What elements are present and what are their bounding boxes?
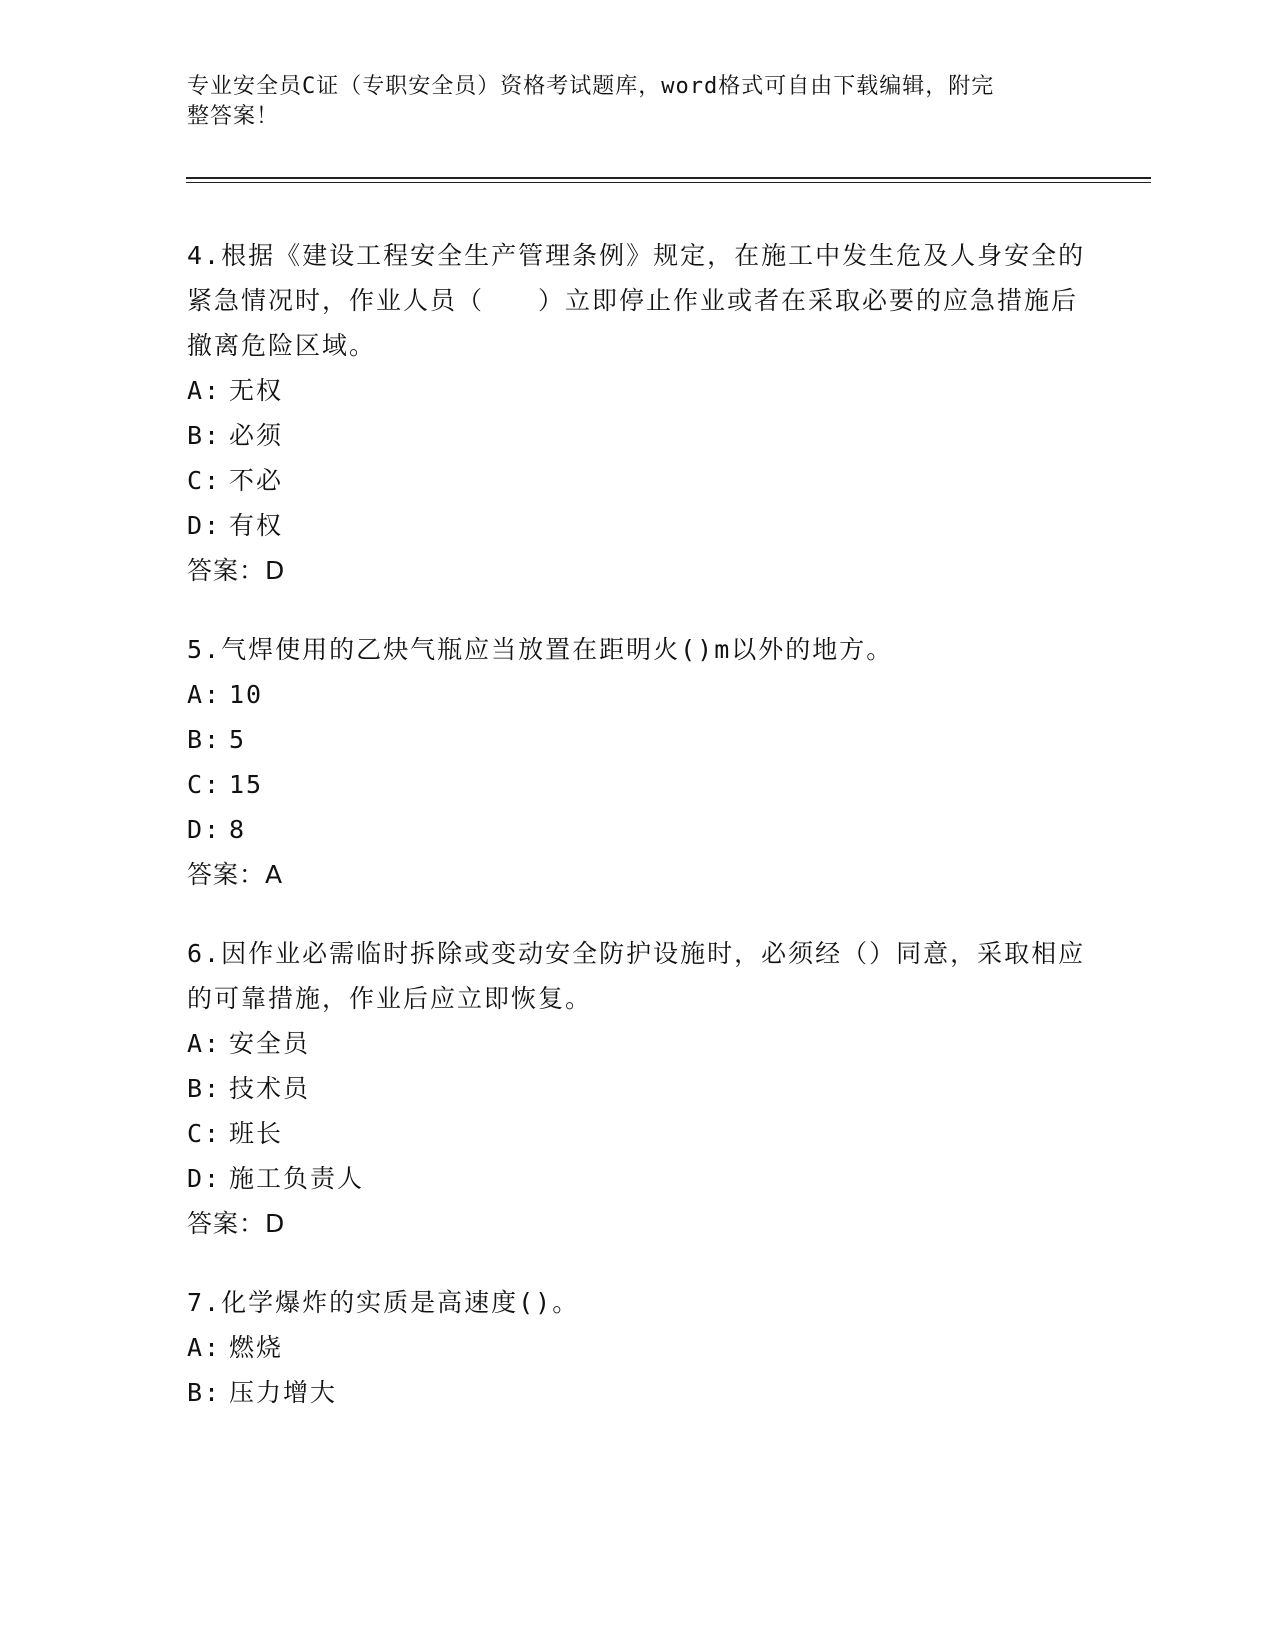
option-text: 燃烧 [229, 1333, 284, 1362]
option-letter: C: [187, 770, 222, 799]
question-text: 因作业必需临时拆除或变动安全防护设施时，必须经（）同意，采取相应的可靠措施，作业后应立即恢复。 [187, 939, 1086, 1013]
option-letter: A: [187, 1029, 222, 1058]
option-text: 10 [229, 680, 264, 709]
option-letter: B: [187, 1378, 222, 1407]
option-letter: D: [187, 511, 222, 540]
option-letter: B: [187, 1074, 222, 1103]
question-text: 气焊使用的乙炔气瓶应当放置在距明火()m以外的地方。 [221, 635, 894, 664]
option-c [187, 762, 1087, 807]
option-letter: D: [187, 1164, 222, 1193]
question-text: 根据《建设工程安全生产管理条例》规定，在施工中发生危及人身安全的紧急情况时，作业人员（ ）立即停止作业或者在采取必要的应急措施后撤离危险区域。 [187, 241, 1086, 360]
option-text: 压力增大 [229, 1378, 338, 1407]
option-text: 技术员 [229, 1074, 311, 1103]
option-letter: A: [187, 376, 222, 405]
document-header [187, 72, 1067, 132]
option-text: 班长 [229, 1119, 284, 1148]
option-letter: B: [187, 421, 222, 450]
option-b [187, 1066, 1087, 1111]
question-7 [187, 1280, 1087, 1415]
option-text: 施工负责人 [229, 1164, 365, 1193]
question-text: 化学爆炸的实质是高速度()。 [221, 1288, 580, 1317]
option-letter: C: [187, 466, 222, 495]
option-text: 无权 [229, 376, 284, 405]
option-letter: A: [187, 1333, 222, 1362]
option-letter: D: [187, 815, 222, 844]
question-stem [187, 233, 1087, 368]
question-number: 7. [187, 1288, 222, 1317]
option-a [187, 1021, 1087, 1066]
answer-line: 答案：D [187, 1209, 286, 1238]
option-d [187, 1156, 1087, 1201]
option-text: 不必 [229, 466, 284, 495]
question-number: 4. [187, 241, 222, 270]
option-b [187, 413, 1087, 458]
option-d [187, 503, 1087, 548]
option-b [187, 1370, 1087, 1415]
answer-line: 答案：D [187, 556, 286, 585]
question-stem [187, 627, 1087, 672]
header-line-1: 专业安全员C证（专职安全员）资格考试题库，word格式可自由下载编辑，附完 [187, 74, 995, 99]
option-letter: A: [187, 680, 222, 709]
question-number: 6. [187, 939, 222, 968]
option-text: 必须 [229, 421, 284, 450]
question-number: 5. [187, 635, 222, 664]
option-letter: C: [187, 1119, 222, 1148]
header-rule-thin [186, 182, 1151, 183]
option-c [187, 1111, 1087, 1156]
option-text: 5 [229, 725, 247, 754]
question-stem [187, 931, 1087, 1021]
option-c [187, 458, 1087, 503]
option-text: 15 [229, 770, 264, 799]
option-letter: B: [187, 725, 222, 754]
option-text: 有权 [229, 511, 284, 540]
header-rule-thick [186, 177, 1151, 179]
option-a [187, 1325, 1087, 1370]
question-stem [187, 1280, 1087, 1325]
answer-line: 答案：A [187, 860, 284, 889]
option-b [187, 717, 1087, 762]
option-d [187, 807, 1087, 852]
question-6 [187, 931, 1087, 1246]
question-4 [187, 233, 1087, 593]
option-a [187, 368, 1087, 413]
option-text: 8 [229, 815, 247, 844]
question-list [187, 233, 1087, 1449]
option-a [187, 672, 1087, 717]
header-line-2: 整答案！ [187, 104, 280, 129]
question-5 [187, 627, 1087, 897]
option-text: 安全员 [229, 1029, 311, 1058]
